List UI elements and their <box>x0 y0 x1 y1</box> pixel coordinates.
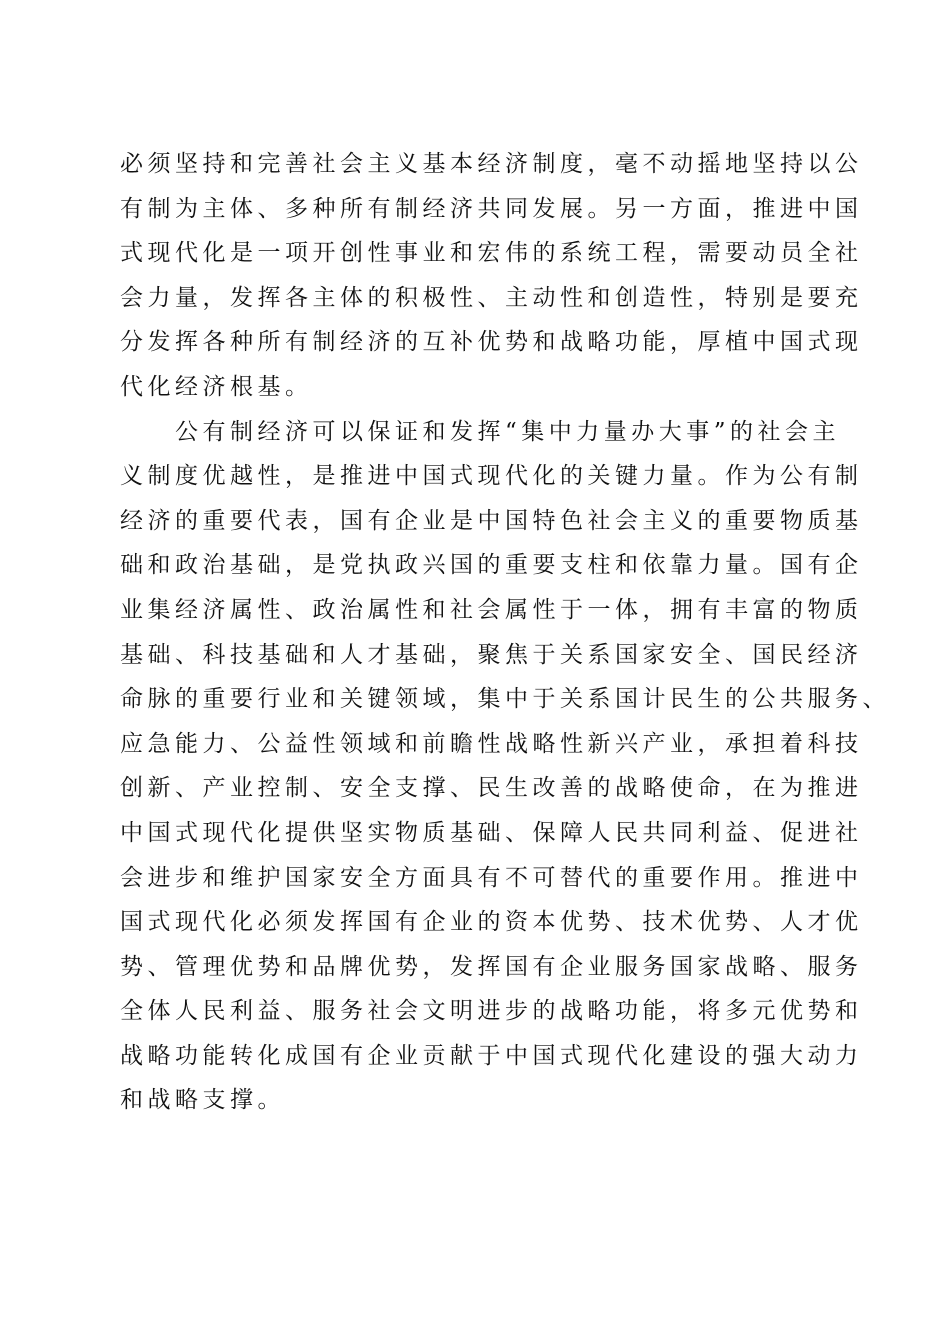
text-line: 代化经济根基。 <box>120 373 313 400</box>
text-line: 分发挥各种所有制经济的互补优势和战略功能，厚植中国式现 <box>120 329 863 356</box>
text-line: 经济的重要代表，国有企业是中国特色社会主义的重要物质基 <box>120 507 863 534</box>
text-line: 势、管理优势和品牌优势，发挥国有企业服务国家战略、服务 <box>120 953 863 980</box>
text-line: 会力量，发挥各主体的积极性、主动性和创造性，特别是要充 <box>120 284 863 311</box>
text-line: 会进步和维护国家安全方面具有不可替代的重要作用。推进中 <box>120 864 863 891</box>
text-line: 国式现代化必须发挥国有企业的资本优势、技术优势、人才优 <box>120 909 863 936</box>
text-line: 础和政治基础，是党执政兴国的重要支柱和依靠力量。国有企 <box>120 552 863 579</box>
paragraph-1 <box>120 142 863 410</box>
text-line: 应急能力、公益性领域和前瞻性战略性新兴产业，承担着科技 <box>120 730 863 757</box>
text-line: 业集经济属性、政治属性和社会属性于一体，拥有丰富的物质 <box>120 596 863 623</box>
text-line: 命脉的重要行业和关键领域，集中于关系国计民生的公共服务、 <box>120 686 890 713</box>
text-line: 公有制经济可以保证和发挥“集中力量办大事”的社会主 <box>120 418 841 445</box>
text-line: 式现代化是一项开创性事业和宏伟的系统工程，需要动员全社 <box>120 240 863 267</box>
text-line: 和战略支撑。 <box>120 1087 285 1114</box>
text-line: 战略功能转化成国有企业贡献于中国式现代化建设的强大动力 <box>120 1042 863 1069</box>
document-body <box>120 142 890 1123</box>
text-line: 义制度优越性，是推进中国式现代化的关键力量。作为公有制 <box>120 463 863 490</box>
text-line: 必须坚持和完善社会主义基本经济制度，毫不动摇地坚持以公 <box>120 151 863 177</box>
text-line: 中国式现代化提供坚实物质基础、保障人民共同利益、促进社 <box>120 819 863 846</box>
text-line: 创新、产业控制、安全支撑、民生改善的战略使命，在为推进 <box>120 775 863 802</box>
text-line: 基础、科技基础和人才基础，聚焦于关系国家安全、国民经济 <box>120 641 863 668</box>
text-line: 全体人民利益、服务社会文明进步的战略功能，将多元优势和 <box>120 998 863 1025</box>
text-line: 有制为主体、多种所有制经济共同发展。另一方面，推进中国 <box>120 195 863 222</box>
paragraph-2 <box>120 410 890 1124</box>
